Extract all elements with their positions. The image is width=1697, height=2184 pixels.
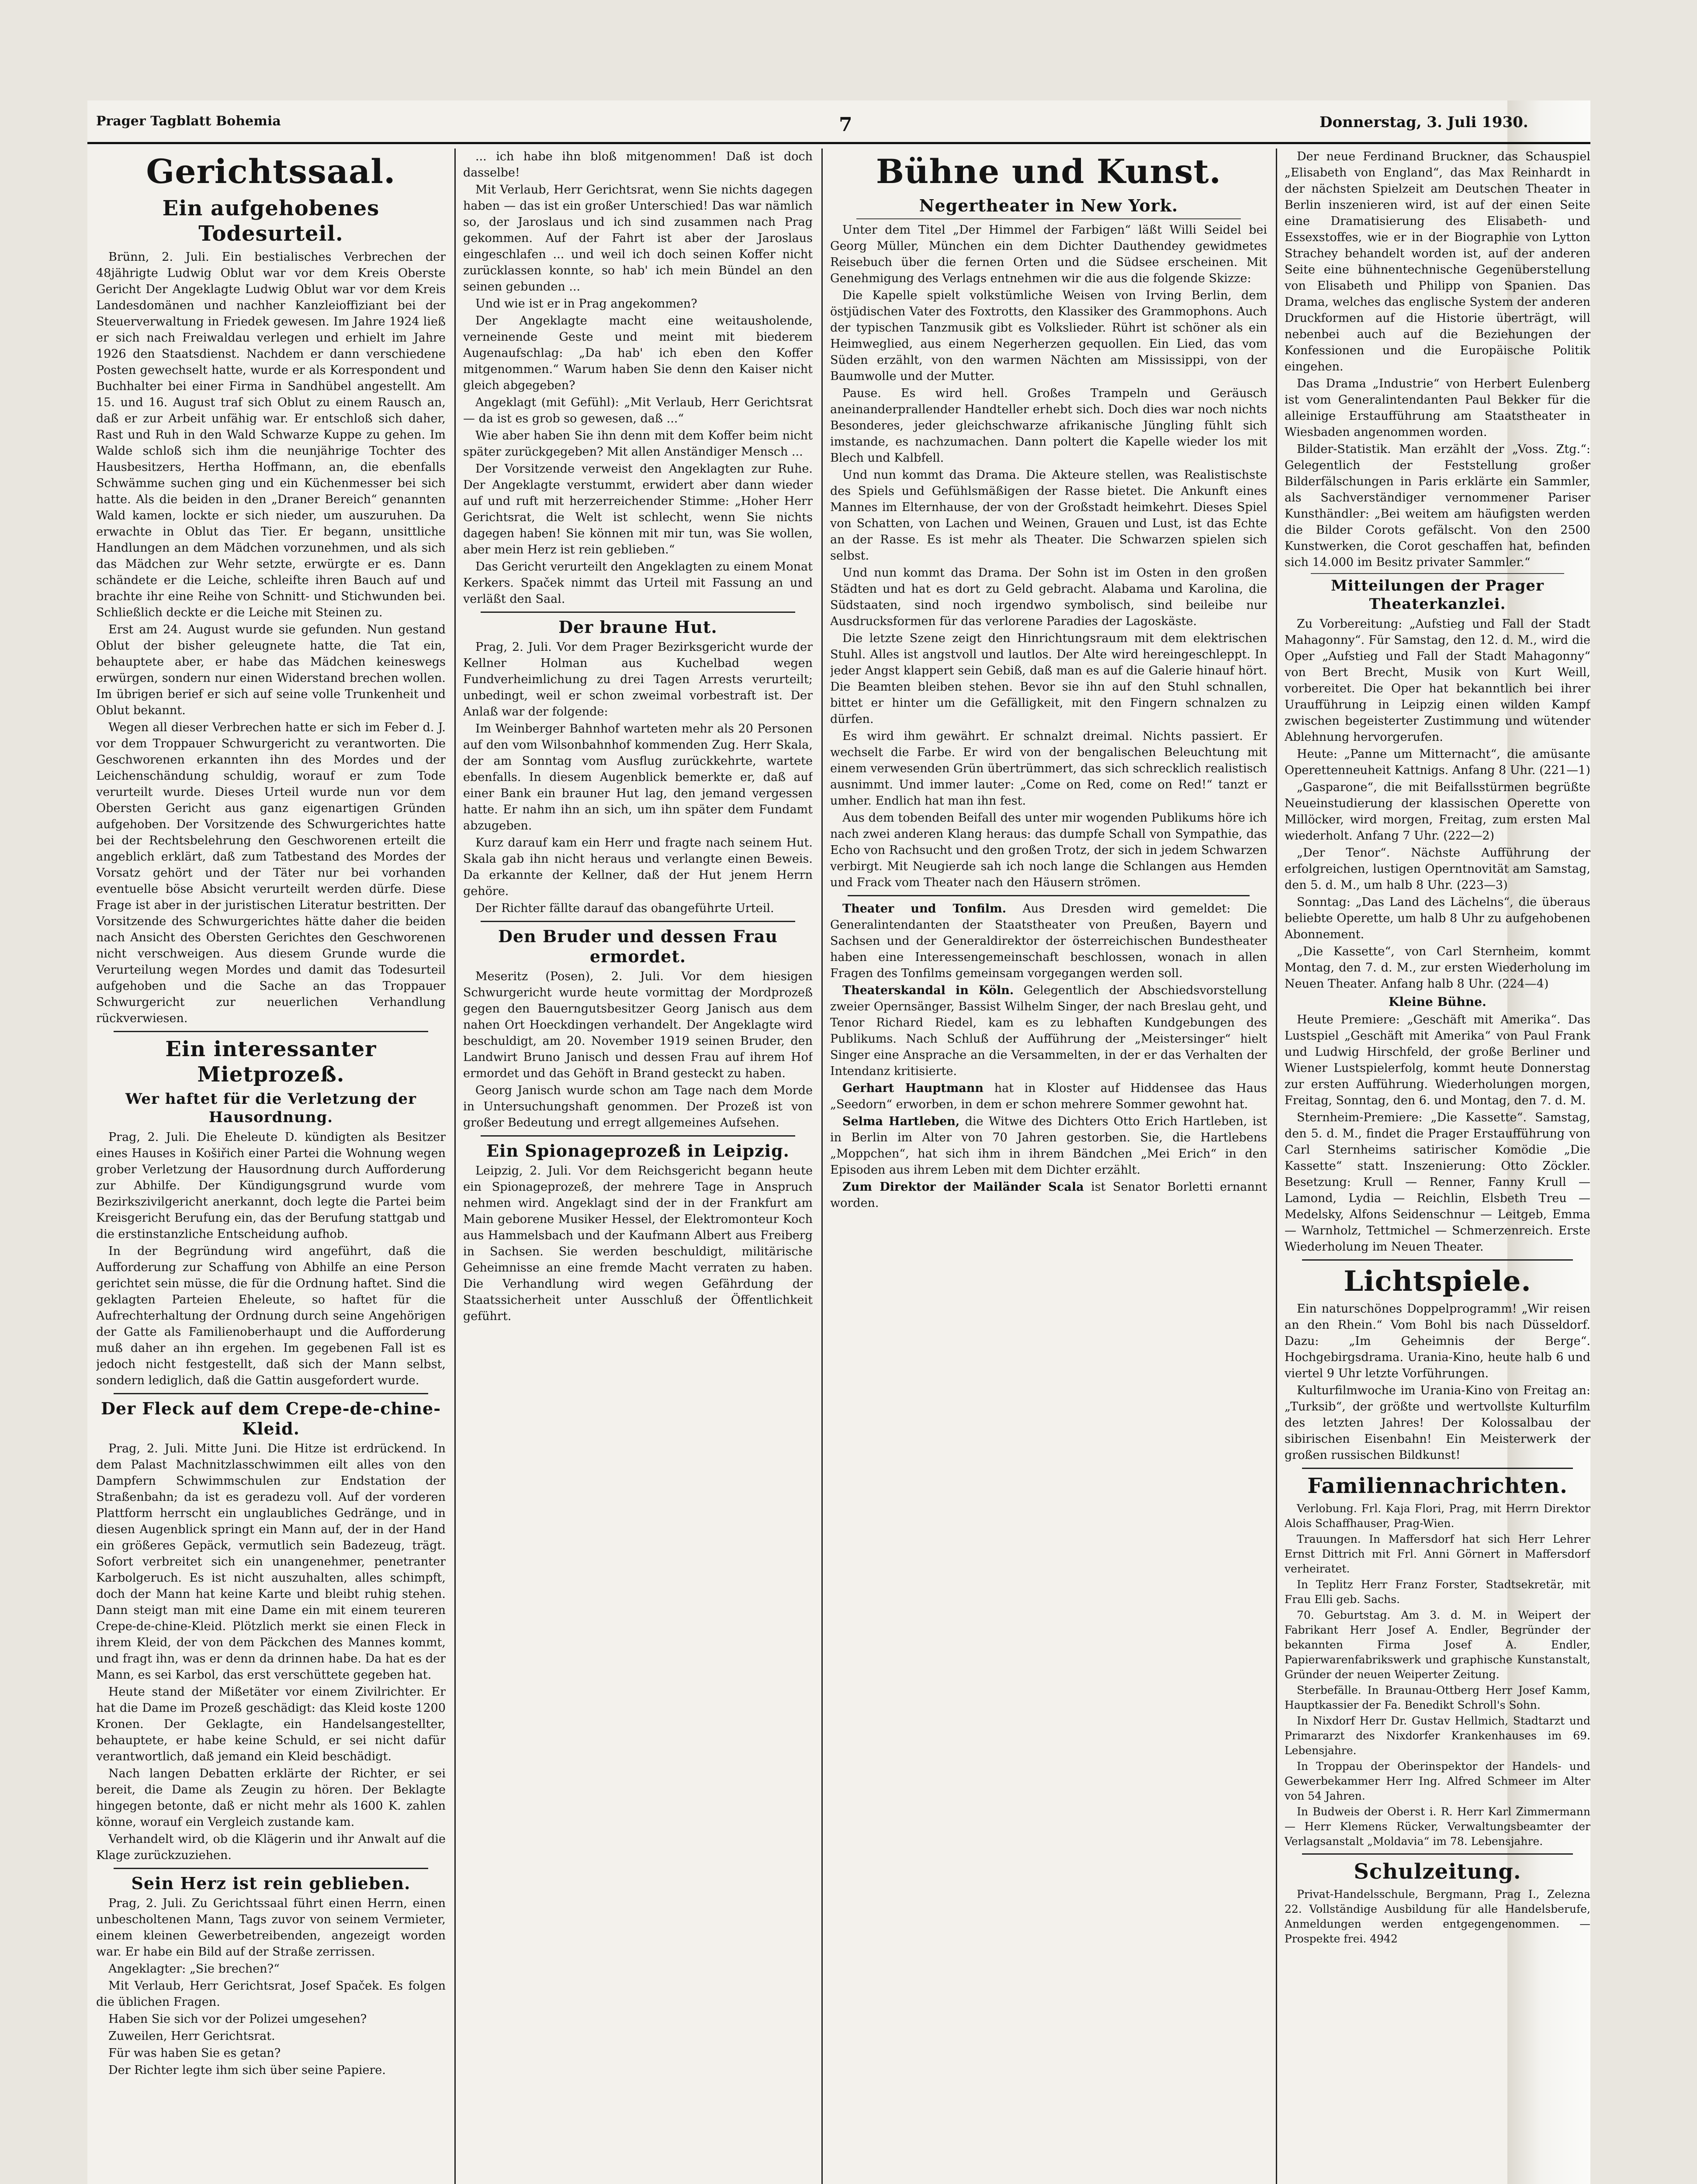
article-paragraph: Ein naturschönes Doppelprogramm! „Wir reisen an den Rhein.“ Vom Bohl bis nach Düsseldorf. Dazu: „Im Geheimnis der Berge“. Hochgebirgsdrama. Urania-Kino, heute halb 6 und viertel 9 Uhr letzte Vorführungen. — [1285, 1302, 1590, 1380]
article-paragraph: Brünn, 2. Juli. Ein bestialisches Verbrechen der 48jährigte Ludwig Oblut war vor dem Kreis Oberste Gericht Der Angeklagte Ludwig Oblut war vor dem Kreis Landesdomänen und nachher Kanzleioffiziant bei der Steuerverwaltung in Friedek gewesen. Im Jahre 1924 ließ er sich nach Freiwaldau verlegen und erhielt im Jahre 1926 den Staatsdienst. Nachdem er dann verschiedene Posten gewechselt hatte, wurde er als Korrespondent und Buchhalter bei einer Firma in Sandhübel angestellt. Am 15. und 16. August traf sich Oblut zu einem Rausch an, daß er zur Arbeit unfähig war. Er entschloß sich daher, Rast und Ruh in den Wald Schwarze Kuppe zu gehen. Im Walde schloß sich ihm die neunjährige Tochter des Hausbesitzers, Hertha Hoffmann, an, die ebenfalls Schwämme suchen ging und ein Küchenmesser bei sich hatte. Als die beiden in den „Draner Bereich“ genannten Wald kamen, lockte er sich nieder, um auszuruhen. Da erwachte in Oblut das Tier. Er begann, unsittliche Handlungen an dem Mädchen vorzunehmen, und als sich das Mädchen zur Wehr setzte, erwürgte er es. Dann schändete er die Leiche, schleifte ihren Bauch auf und brachte ihr eine Reihe von Schnitt- und Stichwunden bei. Schließlich deckte er die Leiche mit Steinen zu. — [96, 250, 446, 619]
article-paragraph: Privat-Handelsschule, Bergmann, Prag I., Zelezna 22. Vollständige Ausbildung für alle Handelsberufe, Anmeldungen werden entgegengenommen. — Prospekte frei. 4942 — [1285, 1888, 1590, 1945]
divider — [1302, 1853, 1573, 1855]
column-3 — [830, 149, 1267, 2184]
article-paragraph: Sterbefälle. In Braunau-Ottberg Herr Josef Kamm, Hauptkassier der Fa. Benedikt Schroll's Sohn. — [1285, 1684, 1590, 1711]
divider — [114, 1393, 428, 1394]
header-date: Donnerstag, 3. Juli 1930. — [1320, 114, 1528, 131]
divider — [114, 1031, 428, 1032]
article-paragraph: Aus dem tobenden Beifall des unter mir wogenden Publikums höre ich nach zwei anderen Klang heraus: das dumpfe Schall von Sympathie, das Echo von Rachsucht und den großen Trotz, der sich in jedem Schwarzen verbirgt. Mit Neugierde sah ich noch lange die Schlangen aus Hemden und Frack vom Theater nach den Häusern strömen. — [830, 811, 1267, 889]
article-paragraph: Mit Verlaub, Herr Gerichtsrat, wenn Sie nichts dagegen haben — das ist ein großer Unterschied! Das war nämlich so, der Jaroslaus und ich sind zusammen nach Prag gekommen. Auf der Fahrt ist aber der Jaroslaus eingeschlafen ... und weil ich doch seinen Koffer nicht zurücklassen konnte, so hab' ich mein Bündel an den seinen gebunden ... — [463, 183, 813, 294]
article-paragraph: „Gasparone“, die mit Beifallsstürmen begrüßte Neueinstudierung der klassischen Operette von Millöcker, wird morgen, Freitag, zum ersten Mal wiederholt. Anfang 7 Uhr. (222—2) — [1285, 781, 1590, 843]
item-text: die Witwe des Dichters Otto Erich Hartleben, ist in Berlin im Alter von 70 Jahren gestorben. Sie, die Hartlebens „Moppchen“, hat sich ihm in ihrem Bändchen „Mei Erich“ in den Episoden aus ihrem Leben mit dem Dichter erzählt. — [830, 1115, 1267, 1177]
article-paragraph: Mit Verlaub, Herr Gerichtsrat, Josef Spaček. Es folgen die üblichen Fragen. — [96, 1979, 446, 2009]
column-2 — [463, 149, 813, 2184]
divider — [481, 921, 795, 922]
article-paragraph: „Die Kassette“, von Carl Sternheim, kommt Montag, den 7. d. M., zur ersten Wiederholung im Neuen Theater. Anfang halb 8 Uhr. (224—4) — [1285, 945, 1590, 991]
article-paragraph: Der Vorsitzende verweist den Angeklagten zur Ruhe. Der Angeklagte verstummt, erwidert aber dann wieder auf und ruft mit herzerreichender Stimme: „Hoher Herr Gerichtsrat, die Welt ist schlecht, wenn Sie nichts dagegen haben! Sie können mit mir tun, was Sie wollen, aber mein Herz ist rein geblieben.“ — [463, 462, 813, 556]
article-paragraph: In Nixdorf Herr Dr. Gustav Hellmich, Stadtarzt und Primararzt des Nixdorfer Krankenhauses im 69. Lebensjahre. — [1285, 1714, 1590, 1757]
article-paragraph: Zuweilen, Herr Gerichtsrat. — [108, 2029, 275, 2043]
newspaper-page — [87, 100, 1590, 2184]
article-paragraph: Trauungen. In Maffersdorf hat sich Herr Lehrer Ernst Dittrich mit Frl. Anni Görnert in Maffersdorf verheiratet. — [1285, 1533, 1590, 1575]
header-paper-name: Prager Tagblatt Bohemia — [96, 114, 281, 129]
article-paragraph: Es wird ihm gewährt. Er schnalzt dreimal. Nichts passiert. Er wechselt die Farbe. Er wird von der bengalischen Beleuchtung mit einem verwesenden Grün übertrümmert, das sich schrecklich realistisch ausnimmt. Und immer lauter: „Come on Red, come on Red!“ tanzt er umher. Endlich hat man ihn fest. — [830, 729, 1267, 808]
article-paragraph: Zu Vorbereitung: „Aufstieg und Fall der Stadt Mahagonny“. Für Samstag, den 12. d. M., wird die Oper „Aufstieg und Fall der Stadt Mahagonny“ von Bert Brecht, Musik von Kurt Weill, vorbereitet. Die Oper hat bekanntlich bei ihrer Uraufführung in Leipzig einen wilden Kampf zwischen begeisterter Zustimmung und wütender Ablehnung hervorgerufen. — [1285, 617, 1590, 744]
article-paragraph: Meseritz (Posen), 2. Juli. Vor dem hiesigen Schwurgericht wurde heute vormittag der Mordprozeß gegen den Bauerngutsbesitzer Georg Janisch aus dem nahen Ort Hoeckdingen verhandelt. Der Angeklagte wird beschuldigt, am 20. November 1919 seinen Bruder, den Landwirt Bruno Janisch und dessen Frau auf ihrem Hof ermordet und das Gehöft in Brand gesteckt zu haben. — [463, 970, 813, 1080]
article-paragraph: Prag, 2. Juli. Mitte Juni. Die Hitze ist erdrückend. In dem Palast Machnitzlasschwimmen eilt alles von den Dampfern Schwimmschulen zur Endstation der Straßenbahn; da ist es geradezu voll. Auf der vorderen Plattform herrscht ein unglaubliches Gedränge, und in diesen Augenblick springt ein Mann auf, der in der Hand ein größeres Gepäck, vermutlich sein Badezeug, trägt. Sofort verbreitet sich ein unangenehmer, penetranter Karbolgeruch. Es ist nicht auszuhalten, alles schimpft, doch der Mann hat keine Karte und bleibt ruhig stehen. Dann steigt man mit eine Dame ein mit einem teureren Crepe-de-chine-Kleid. Plötzlich merkt sie einen Fleck in ihrem Kleid, der von dem Päckchen des Mannes kommt, und fragt ihn, was er denn da drinnen habe. Da hat es der Mann, es sei Karbol, das erst verschüttete gegeben hat. — [96, 1442, 446, 1682]
article-paragraph: Verlobung. Frl. Kaja Flori, Prag, mit Herrn Direktor Alois Schaffhauser, Prag-Wien. — [1285, 1502, 1590, 1530]
article-title: Sein Herz ist rein geblieben. — [131, 1873, 411, 1893]
column-4 — [1285, 149, 1590, 2184]
section-title-lichtspiele: Lichtspiele. — [1344, 1265, 1531, 1298]
article-title: Ein aufgehobenes Todesurteil. — [162, 196, 380, 246]
divider — [481, 1135, 795, 1137]
item-title: Selma Hartleben, — [842, 1115, 960, 1128]
divider — [848, 895, 1250, 896]
article-paragraph: Der Angeklagte macht eine weitausholende, verneinende Geste und meint mit biederem Augenaufschlag: „Da hab' ich eben den Koffer mitgenommen.“ Warum haben Sie denn den Kaiser nicht gleich abgegeben? — [463, 314, 813, 392]
divider — [481, 612, 795, 613]
item-text: Aus Dresden wird gemeldet: Die Generalintendanten der Staatstheater von Preußen, Bayern und Sachsen und der Generaldirektor der österreichischen Bundestheater haben eine Interessengemeinschaft beschlossen, wonach in allen Fragen des Tonfilms gemeinsam vorgegangen werden soll. — [830, 902, 1267, 980]
divider — [1302, 1468, 1573, 1469]
column-rule — [1276, 149, 1277, 2184]
article-paragraph: Georg Janisch wurde schon am Tage nach dem Morde in Untersuchungshaft genommen. Der Prozeß ist von großer Bedeutung und erregt allgemeines Aufsehen. — [463, 1084, 813, 1130]
article-paragraph: Und nun kommt das Drama. Der Sohn ist im Osten in den großen Städten und hat es dort zu Geld gebracht. Alabama und Karolina, die Südstaaten, sind noch irgendwo symbolisch, sind beileibe nur Ausdrucksformen für das verlorene Paradies der Lagoskäste. — [830, 566, 1267, 628]
column-1 — [96, 149, 446, 2184]
running-header — [87, 114, 1590, 140]
article-paragraph: ... ich habe ihn bloß mitgenommen! Daß ist doch dasselbe! — [463, 150, 813, 180]
article-title: Ein Spionageprozeß in Leipzig. — [486, 1141, 790, 1161]
section-title-gerichtssaal: Gerichtssaal. — [146, 152, 396, 191]
section-title-schulzeitung: Schulzeitung. — [1354, 1859, 1521, 1884]
item-title: Zum Direktor der Mailänder Scala — [842, 1180, 1084, 1194]
article-paragraph: 70. Geburtstag. Am 3. d. M. in Weipert der Fabrikant Herr Josef A. Endler, Begründer der bekannten Firma Josef A. Endler, Papierwarenfabrikswerk und graphische Kunstanstalt, Gründer der neuen Weiperter Zeitung. — [1285, 1609, 1590, 1681]
article-paragraph: Verhandelt wird, ob die Klägerin und ihr Anwalt auf die Klage zurückzuziehen. — [96, 1832, 446, 1862]
article-paragraph: Bilder-Statistik. Man erzählt der „Voss. Ztg.“: Gelegentlich der Feststellung großer Bilderfälschungen in Paris erklärte ein Sammler, als Sachverständiger vernommener Pariser Kunsthändler: „Bei weitem am häufigsten werden die Bilder Corots gefälscht. Von den 2500 Kunstwerken, die Corot geschaffen hat, befinden sich 14.000 im Besitz privater Sammler.“ — [1285, 442, 1590, 569]
column-rule — [454, 149, 456, 2184]
article-paragraph: Nach langen Debatten erklärte der Richter, er sei bereit, die Dame als Zeugin zu hören. Der Beklagte hingegen betonte, daß er nicht mehr als 1600 K. zahlen könne, worauf ein Vergleich zustande kam. — [96, 1767, 446, 1829]
article-paragraph: Der neue Ferdinand Bruckner, das Schauspiel „Elisabeth von England“, das Max Reinhardt in der nächsten Spielzeit am Deutschen Theater in Berlin inszenieren wird, ist auf der einen Seite eine Dramatisierung des Elisabeth- und Essexstoffes, wie er in der Biographie von Lytton Strachey behandelt worden ist, auf der anderen Seite eine bühnentechnische Gegenüberstellung von Elisabeth und Philipp von Spanien. Das Drama, welches das englische System der anderen Druckformen auf die Historie überträgt, will nebenbei auch auf die Beziehungen der Konfessionen und die Europäische Politik eingehen. — [1285, 150, 1590, 373]
article-paragraph: Pause. Es wird hell. Großes Trampeln und Geräusch aneinanderprallender Handteller erhebt sich. Doch dies war noch nichts Besonderes, jeder gleichschwarze afrikanische Jüngling fühlt sich imstande, es nachzumachen. Dann poltert die Kapelle wieder los mit Blech und Kalbfell. — [830, 387, 1267, 465]
article-paragraph: In Teplitz Herr Franz Forster, Stadtsekretär, mit Frau Elli geb. Sachs. — [1285, 1578, 1590, 1606]
article-paragraph: Prag, 2. Juli. Vor dem Prager Bezirksgericht wurde der Kellner Holman aus Kuchelbad wegen Fundverheimlichung zu drei Tagen Arrests verurteilt; unbedingt, weil er schon zweimal vorbestraft ist. Der Anlaß war der folgende: — [463, 640, 813, 719]
article-paragraph: Heute: „Panne um Mitternacht“, die amüsante Operettenneuheit Kattnigs. Anfang 8 Uhr. (221—1) — [1285, 747, 1590, 777]
article-paragraph: In der Begründung wird angeführt, daß die Aufforderung zur Schaffung von Abhilfe an eine Person gerichtet sein müsse, die für die Ordnung haftet. Sind die geklagten Parteien Eheleute, so haftet für die Aufrechterhaltung der Ordnung durch seine Angehörigen der Gatte als Familienoberhaupt und die Aufforderung muß daher an ihn ergehen. Im gegebenen Fall ist es jedoch nicht festgestellt, daß sich der Mann selbst, sondern lediglich, daß die Gattin ausgefordert wurde. — [96, 1244, 446, 1387]
article-paragraph: In Troppau der Oberinspektor der Handels- und Gewerbekammer Herr Ing. Alfred Schmeer im Alter von 54 Jahren. — [1285, 1760, 1590, 1802]
item-title: Gerhart Hauptmann — [842, 1082, 984, 1095]
item-text: ist Senator Borletti ernannt worden. — [830, 1180, 1267, 1210]
article-paragraph: Die letzte Szene zeigt den Hinrichtungsraum mit dem elektrischen Stuhl. Alles ist angstvoll und lautlos. Der Alte wird hereingeschleppt. In jeder Angst klappert sein Gebiß, daß man es auf die Galerie hinauf hört. Die Beamten bleiben stehen. Bevor sie ihn auf den Stuhl schnallen, bittet er hinter um die Gefälligkeit, mit den Fingern schnalzen zu dürfen. — [830, 632, 1267, 726]
divider — [1302, 1259, 1573, 1261]
article-paragraph: Wie aber haben Sie ihn denn mit dem Koffer beim nicht später zurückgegeben? Mit allen Anständiger Mensch ... — [463, 429, 813, 459]
article-paragraph: In Budweis der Oberst i. R. Herr Karl Zimmermann — Herr Klemens Rücker, Verwaltungsbeamter der Verlagsanstalt „Moldavia“ im 78. Lebensjahre. — [1285, 1805, 1590, 1848]
article-paragraph: Angeklagt (mit Gefühl): „Mit Verlaub, Herr Gerichtsrat — da ist es grob so gewesen, daß ...“ — [463, 396, 813, 425]
article-paragraph: Für was haben Sie es getan? — [108, 2046, 281, 2060]
article-paragraph: Kulturfilmwoche im Urania-Kino von Freitag an: „Turksib“, der größte und wertvollste Kulturfilm des letzten Jahres! Der Kolossalbau der sibirischen Eisenbahn! Ein Meisterwerk der großen russischen Bildkunst! — [1285, 1384, 1590, 1462]
article-paragraph: Prag, 2. Juli. Zu Gerichtssaal führt einen Herrn, einen unbescholtenen Mann, Tags zuvor von seinem Vermieter, einem kleinen Gewerbetreibenden, angezeigt worden war. Er habe ein Bild auf der Straße zerrissen. — [96, 1897, 446, 1959]
article-paragraph: Angeklagter: „Sie brechen?“ — [108, 1962, 280, 1976]
article-paragraph: Leipzig, 2. Juli. Vor dem Reichsgericht begann heute ein Spionageprozeß, der mehrere Tage in Anspruch nehmen wird. Angeklagt sind der in der Frankfurt am Main geborene Musiker Hessel, der Elektromonteur Koch aus Hammelsbach und der Kaufmann Albert aus Freiberg in Sachsen. Sie werden beschuldigt, militärische Geheimnisse an eine fremde Macht verraten zu haben. Die Verhandlung wird wegen Gefährdung der Staatssicherheit unter Ausschluß der Öffentlichkeit geführt. — [463, 1164, 813, 1323]
item-title: Theater und Tonfilm. — [842, 902, 1007, 916]
section-title-familiennachrichten: Familiennachrichten. — [1307, 1474, 1568, 1498]
section-title-buehne: Bühne und Kunst. — [876, 152, 1222, 191]
article-paragraph: Prag, 2. Juli. Die Eheleute D. kündigten als Besitzer eines Hauses in Košiřich einer Partei die Wohnung wegen grober Verletzung der Hausordnung durch Aufforderung zur Abhilfe. Der Kündigungsgrund wurde vom Bezirkszivilgericht anerkannt, doch legte die Partei beim Kreisgericht Berufung ein, das der Berufung stattgab und die erstinstanzliche Entscheidung aufhob. — [96, 1130, 446, 1241]
article-paragraph: Sonntag: „Das Land des Lächelns“, die überaus beliebte Operette, um halb 8 Uhr zu aufgehobenen Abonnement. — [1285, 895, 1590, 941]
item-title: Theaterskandal in Köln. — [842, 984, 1014, 997]
header-page-number: 7 — [839, 114, 852, 136]
article-paragraph: Das Gericht verurteilt den Angeklagten zu einem Monat Kerkers. Spaček nimmt das Urteil mit Fassung an und verläßt den Saal. — [463, 560, 813, 606]
article-title: Der braune Hut. — [558, 617, 717, 637]
divider — [856, 218, 1241, 219]
article-paragraph: „Der Tenor“. Nächste Aufführung der erfolgreichen, lustigen Operntnovität am Samstag, den 5. d. M., um halb 8 Uhr. (223—3) — [1285, 846, 1590, 892]
section-subtitle-mitteilungen: Mitteilungen der Prager Theaterkanzlei. — [1331, 577, 1544, 613]
article-paragraph: Und wie ist er in Prag angekommen? — [475, 297, 697, 311]
article-paragraph: Erst am 24. August wurde sie gefunden. Nun gestand Oblut der bisher geleugnete hatte, die Tat ein, behauptete aber, er habe das Mädchen keineswegs erwürgen, sondern nur einen Widerstand brechen wollen. Im übrigen berief er sich auf seine volle Trunkenheit und Oblut bekannt. — [96, 623, 446, 717]
item-text: Gelegentlich der Abschiedsvorstellung zweier Opernsänger, Bassist Wilhelm Singer, der nach Breslau geht, und Tenor Richard Riedel, kam es zu lebhaften Kundgebungen des Publikums. Nach Schluß der Aufführung der „Meistersinger“ hielt Singer eine Ansprache an die Versammelten, in der er das Verhalten der Intendanz kritisierte. — [830, 984, 1267, 1078]
article-paragraph: Im Weinberger Bahnhof warteten mehr als 20 Personen auf den vom Wilsonbahnhof kommenden Zug. Herr Skala, der am Sonntag vom Ausflug zurückkehrte, wartete ebenfalls. In diesem Augenblick bemerkte er, daß auf einer Bank ein brauner Hut lag, den jemand vergessen hatte. Er nahm ihn an sich, um ihn später dem Fundamt abzugeben. — [463, 722, 813, 833]
article-title: Ein interessanter Mietprozeß. — [165, 1037, 377, 1087]
article-paragraph: Heute Premiere: „Geschäft mit Amerika“. Das Lustspiel „Geschäft mit Amerika“ von Paul Frank und Ludwig Hirschfeld, der große Berliner und Wiener Lustspielerfolg, kommt heute Donnerstag zur ersten Aufführung. Wiederholungen morgen, Freitag, Sonntag, den 6. und Montag, den 7. d. M. — [1285, 1013, 1590, 1107]
article-title: Negertheater in New York. — [919, 196, 1178, 215]
article-paragraph: Der Richter fällte darauf das obangeführte Urteil. — [475, 902, 774, 915]
article-subtitle: Wer haftet für die Verletzung der Hausordnung. — [125, 1090, 417, 1126]
article-paragraph: Und nun kommt das Drama. Die Akteure stellen, was Realistischste des Spiels und Gefühlsmäßigen der Rasse bietet. Die Ankunft eines Mannes im Elternhause, der von der Großstadt heimkehrt. Dieses Spiel von Schatten, von Lachen und Weinen, Grauen und Lust, ist das Echte an der Rasse. Es ist mehr als Theater. Die Schwarzen spielen sich selbst. — [830, 468, 1267, 563]
article-paragraph: Heute stand der Mißetäter vor einem Zivilrichter. Er hat die Dame im Prozeß geschädigt: das Kleid koste 1200 Kronen. Der Geklagte, ein Handelsangestellter, behauptete, er habe keine Schuld, er sei nicht dafür verantwortlich, daß jemand ein Kleid beschädigt. — [96, 1685, 446, 1763]
article-paragraph: Der Richter legte ihm sich über seine Papiere. — [108, 2063, 386, 2077]
article-paragraph: Das Drama „Industrie“ von Herbert Eulenberg ist vom Generalintendanten Paul Bekker für die alleinige Erstaufführung am Staatstheater in Wiesbaden angenommen worden. — [1285, 377, 1590, 439]
article-paragraph: Sternheim-Premiere: „Die Kassette“. Samstag, den 5. d. M., findet die Prager Erstaufführung von Carl Sternheims satirischer Komödie „Die Kassette“ statt. Inszenierung: Otto Zöckler. Besetzung: Krull — Renner, Fanny Krull — Lamond, Lydia — Reichlin, Elsbeth Treu — Medelsky, Alfons Seidenschnur — Leitgeb, Emma — Warnholz, Tettmichel — Schmerzenreich. Erste Wiederholung im Neuen Theater. — [1285, 1111, 1590, 1254]
divider — [114, 1868, 428, 1869]
article-paragraph: Unter dem Titel „Der Himmel der Farbigen“ läßt Willi Seidel bei Georg Müller, München ein dem Dichter Dauthendey gewidmetes Reisebuch über die fernen Orten und die Südsee erscheinen. Mit Genehmigung des Verlags entnehmen wir die aus die folgende Skizze: — [830, 223, 1267, 285]
item-text: hat in Kloster auf Hiddensee das Haus „Seedorn“ erworben, in dem er schon mehrere Sommer gewohnt hat. — [830, 1082, 1267, 1111]
article-title: Der Fleck auf dem Crepe-de-chine-Kleid. — [101, 1399, 441, 1438]
column-rule — [821, 149, 823, 2184]
subheading-kleine-buehne: Kleine Bühne. — [1389, 995, 1486, 1009]
divider — [1311, 573, 1564, 574]
article-paragraph: Wegen all dieser Verbrechen hatte er sich im Feber d. J. vor dem Troppauer Schwurgericht zu verantworten. Die Geschworenen erkannten ihn des Mordes und der Leichenschändung schuldig, worauf er zum Tode verurteilt wurde. Dieses Urteil wurde nun vor dem Obersten Gericht aus ganz eigenartigen Gründen aufgehoben. Der Vorsitzende des Schwurgerichtes hatte bei der Rechtsbelehrung den Geschworenen erteilt die angeblich erklärt, daß zum Tatbestand des Mordes der Vorsatz gehört und der Täter nur bei vorhanden eventuelle böse Absicht verurteilt werden dürfe. Diese Frage ist aber in der juristischen Literatur bestritten. Der Vorsitzende des Schwurgerichtes hätte daher die beiden nach Ansicht des Obersten Gerichtes den Geschworenen nicht verschweigen. Aus diesem Grunde wurde die Verurteilung wegen Mordes und damit das Todesurteil aufgehoben und die Sache an das Troppauer Schwurgericht zur neuerlichen Verhandlung rückverwiesen. — [96, 721, 446, 1025]
article-paragraph: Haben Sie sich vor der Polizei umgesehen? — [108, 2012, 367, 2026]
article-paragraph: Kurz darauf kam ein Herr und fragte nach seinem Hut. Skala gab ihn nicht heraus und verlangte einen Beweis. Da erkannte der Kellner, daß der Hut jenem Herrn gehöre. — [463, 836, 813, 898]
article-title: Den Bruder und dessen Frau ermordet. — [498, 926, 778, 966]
article-paragraph: Die Kapelle spielt volkstümliche Weisen von Irving Berlin, dem östjüdischen Vater des Foxtrotts, den Klassiker des Grammophons. Auch der typischen Tanzmusik gibt es Volkslieder. Rührt ist schöner als ein Heimweglied, aus einem Negerherzen gequollen. Ein Lied, das vom Süden erzählt, von den warmen Nächten am Mississippi, von der Baumwolle und der Mutter. — [830, 289, 1267, 383]
header-rule — [87, 142, 1590, 144]
